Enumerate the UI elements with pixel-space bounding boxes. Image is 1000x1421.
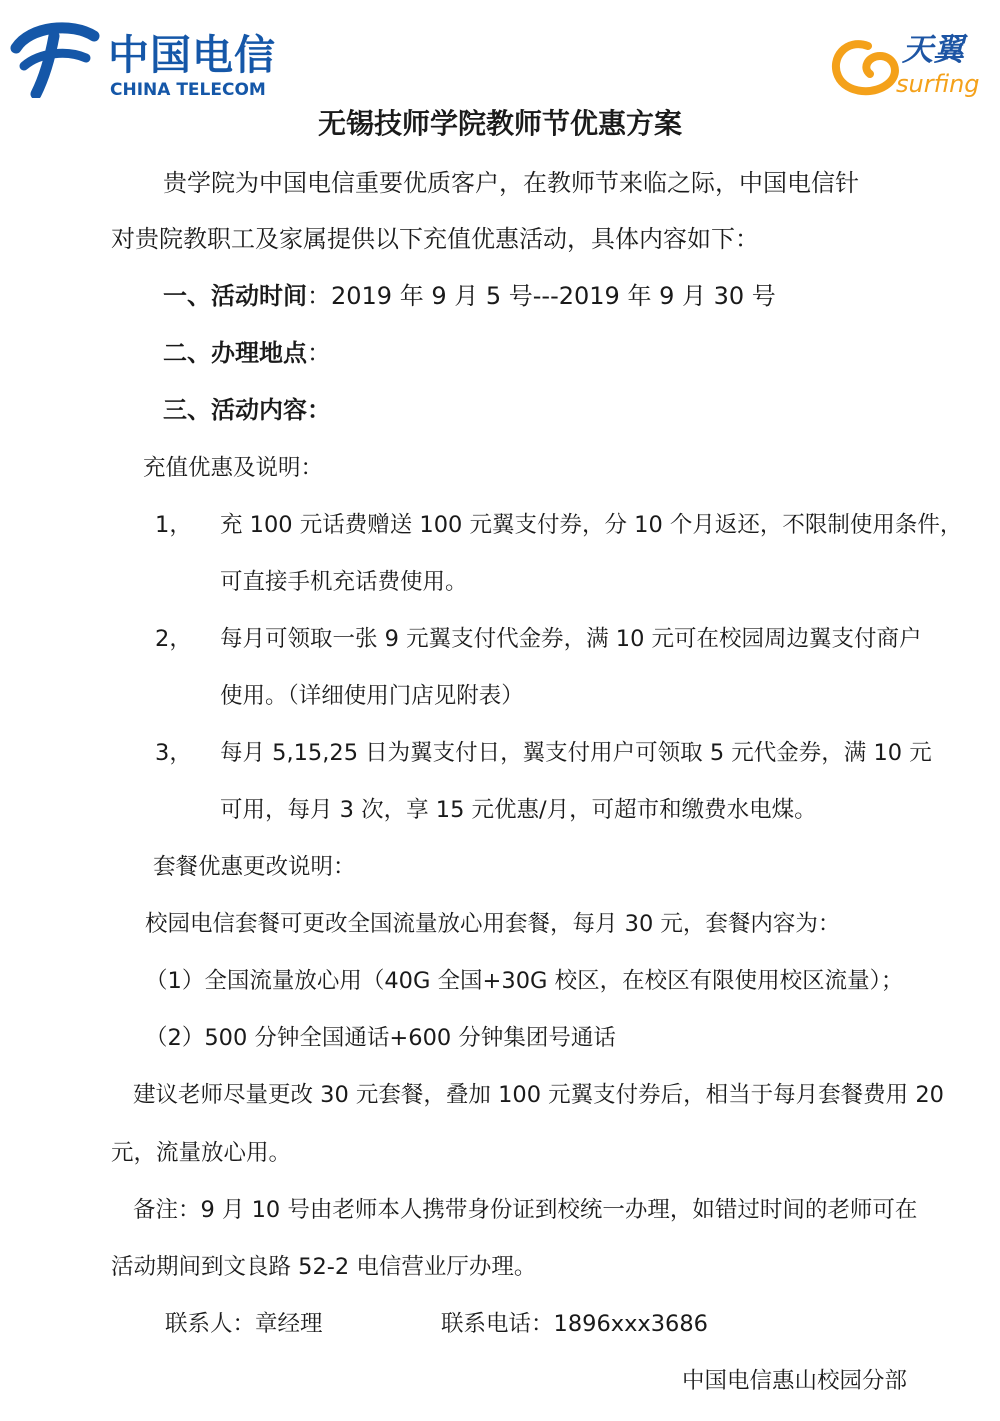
location-value: ： xyxy=(307,339,331,367)
recharge-heading: 充值优惠及说明： xyxy=(143,455,324,481)
recharge-item-3-num: 3， xyxy=(155,740,192,766)
recharge-item-3-line-2: 可用，每月 3 次，享 15 元优惠/月，可超市和缴费水电煤。 xyxy=(220,797,817,823)
tianyi-cn-text: 天翼 xyxy=(902,32,964,68)
recharge-item-3-line-1: 每月 5,15,25 日为翼支付日，翼支付用户可领取 5 元代金券，满 10 元 xyxy=(220,740,932,766)
page-title: 无锡技师学院教师节优惠方案 xyxy=(317,107,682,140)
intro-line-2: 对贵院教职工及家属提供以下充值优惠活动，具体内容如下： xyxy=(111,225,759,253)
recharge-item-1-num: 1， xyxy=(155,512,192,538)
activity-content-value: ： xyxy=(307,396,331,424)
recharge-item-2-line-2: 使用。（详细使用门店见附表） xyxy=(220,683,524,709)
china-telecom-logo xyxy=(10,18,280,98)
activity-time-label: 一、活动时间 xyxy=(163,282,307,310)
china-telecom-cn-text: 中国电信 xyxy=(108,31,276,79)
suggestion-line-2: 元，流量放心用。 xyxy=(111,1140,292,1166)
intro-line-1: 贵学院为中国电信重要优质客户，在教师节来临之际，中国电信针 xyxy=(163,169,859,197)
contact-person: 联系人：章经理 xyxy=(165,1311,323,1337)
package-heading: 套餐优惠更改说明： xyxy=(153,854,356,880)
recharge-item-1-line-1: 充 100 元话费赠送 100 元翼支付券，分 10 个月返还，不限制使用条件， xyxy=(220,512,963,538)
note-line-2: 活动期间到文良路 52-2 电信营业厅办理。 xyxy=(111,1254,537,1280)
package-item-1: （1）全国流量放心用（40G 全国+30G 校区，在校区有限使用校区流量）； xyxy=(145,968,904,994)
location-label: 二、办理地点 xyxy=(163,339,307,367)
activity-content-label: 三、活动内容 xyxy=(163,396,307,424)
tianyi-surfing-logo xyxy=(828,32,988,107)
note-line-1: 备注：9 月 10 号由老师本人携带身份证到校统一办理，如错过时间的老师可在 xyxy=(133,1197,918,1223)
activity-time-row xyxy=(163,279,776,313)
recharge-item-2-num: 2， xyxy=(155,626,192,652)
recharge-item-2-line-1: 每月可领取一张 9 元翼支付代金券，满 10 元可在校园周边翼支付商户 xyxy=(220,626,922,652)
contact-phone: 联系电话：1896xxx3686 xyxy=(441,1311,708,1337)
package-description: 校园电信套餐可更改全国流量放心用套餐，每月 30 元，套餐内容为： xyxy=(145,911,841,937)
activity-time-value: ：2019 年 9 月 5 号---2019 年 9 月 30 号 xyxy=(307,282,776,310)
china-telecom-en-text: CHINA TELECOM xyxy=(110,80,266,100)
activity-content-row xyxy=(163,393,331,427)
china-telecom-emblem-icon xyxy=(10,18,102,98)
recharge-item-1-line-2: 可直接手机充话费使用。 xyxy=(220,569,468,595)
location-row xyxy=(163,336,331,370)
suggestion-line-1: 建议老师尽量更改 30 元套餐，叠加 100 元翼支付券后，相当于每月套餐费用 20 xyxy=(133,1082,944,1108)
signature: 中国电信惠山校园分部 xyxy=(682,1368,908,1394)
package-item-2: （2）500 分钟全国通话+600 分钟集团号通话 xyxy=(145,1025,616,1051)
tianyi-en-text: surfing xyxy=(896,70,980,98)
